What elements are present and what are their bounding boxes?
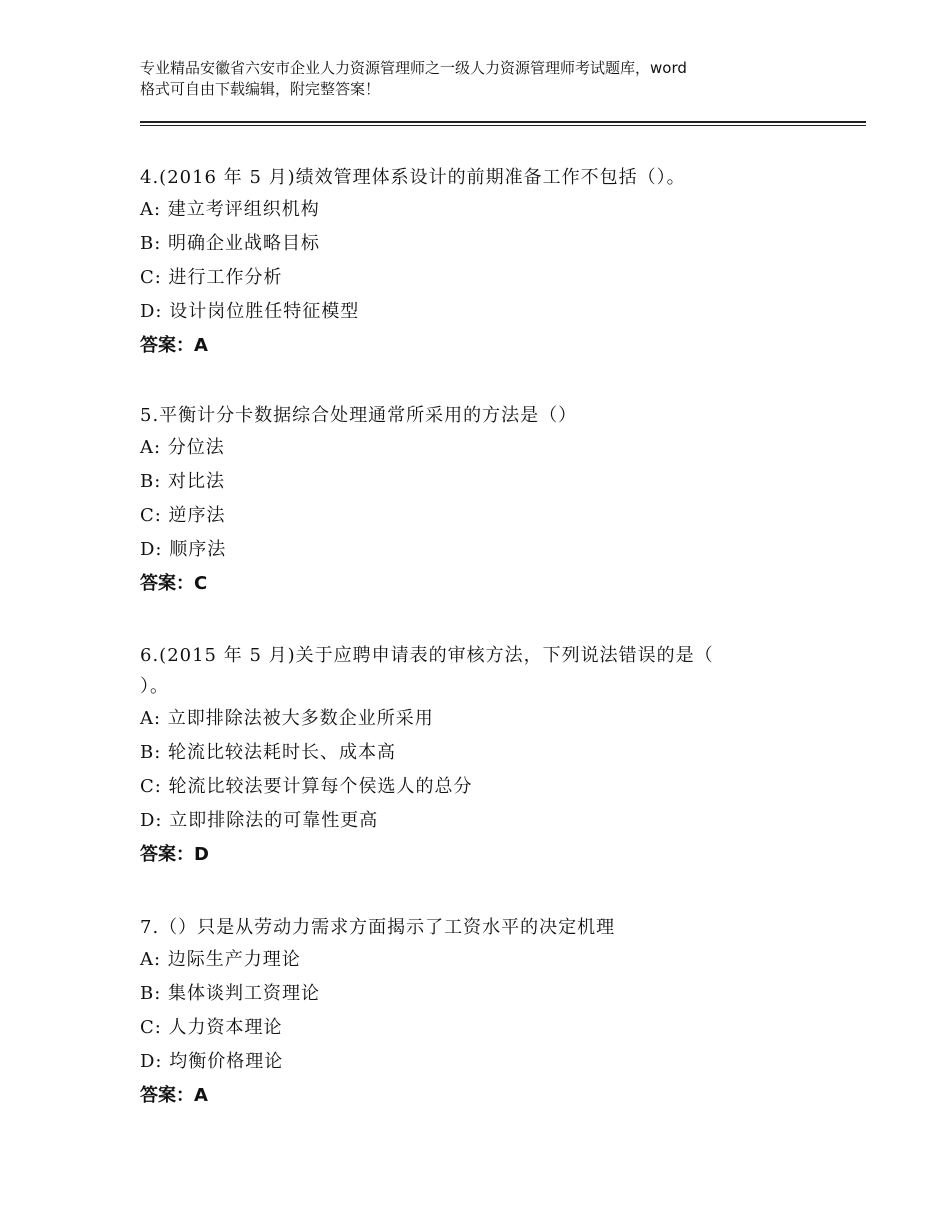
option-a: A: 立即排除法被大多数企业所采用 bbox=[140, 708, 434, 729]
question-block bbox=[140, 400, 860, 601]
option-a: A: 建立考评组织机构 bbox=[140, 199, 320, 220]
question-block bbox=[140, 162, 860, 363]
option-c: C: 轮流比较法要计算每个侯选人的总分 bbox=[140, 776, 473, 797]
question-stem: 4.(2016 年 5 月)绩效管理体系设计的前期准备工作不包括（）。 bbox=[140, 167, 686, 188]
question-stem: 5.平衡计分卡数据综合处理通常所采用的方法是（） bbox=[140, 405, 578, 426]
option-b: B: 集体谈判工资理论 bbox=[140, 983, 321, 1004]
question-stem-continuation: ）。 bbox=[140, 676, 169, 697]
answer-label: 答案：A bbox=[140, 1085, 208, 1106]
question-block bbox=[140, 640, 860, 872]
question-block bbox=[140, 912, 860, 1113]
header-line-1: 专业精品安徽省六安市企业人力资源管理师之一级人力资源管理师考试题库，word bbox=[140, 59, 687, 77]
option-c: C: 人力资本理论 bbox=[140, 1017, 283, 1038]
header-divider-thick bbox=[140, 121, 866, 123]
option-d: D: 设计岗位胜任特征模型 bbox=[140, 301, 360, 322]
answer-label: 答案：A bbox=[140, 335, 208, 356]
document-header bbox=[140, 58, 840, 100]
option-d: D: 立即排除法的可靠性更高 bbox=[140, 810, 379, 831]
option-d: D: 均衡价格理论 bbox=[140, 1051, 284, 1072]
option-b: B: 明确企业战略目标 bbox=[140, 233, 321, 254]
option-a: A: 分位法 bbox=[140, 437, 225, 458]
option-a: A: 边际生产力理论 bbox=[140, 949, 301, 970]
question-stem: 7.（）只是从劳动力需求方面揭示了工资水平的决定机理 bbox=[140, 917, 616, 938]
option-b: B: 轮流比较法耗时长、成本高 bbox=[140, 742, 397, 763]
header-line-2: 格式可自由下载编辑，附完整答案！ bbox=[140, 80, 381, 98]
option-c: C: 逆序法 bbox=[140, 505, 226, 526]
option-d: D: 顺序法 bbox=[140, 539, 227, 560]
option-b: B: 对比法 bbox=[140, 471, 226, 492]
header-divider-thin bbox=[140, 125, 866, 126]
question-stem: 6.(2015 年 5 月)关于应聘申请表的审核方法，下列说法错误的是（ bbox=[140, 645, 714, 666]
option-c: C: 进行工作分析 bbox=[140, 267, 283, 288]
answer-label: 答案：D bbox=[140, 844, 209, 865]
answer-label: 答案：C bbox=[140, 573, 208, 594]
